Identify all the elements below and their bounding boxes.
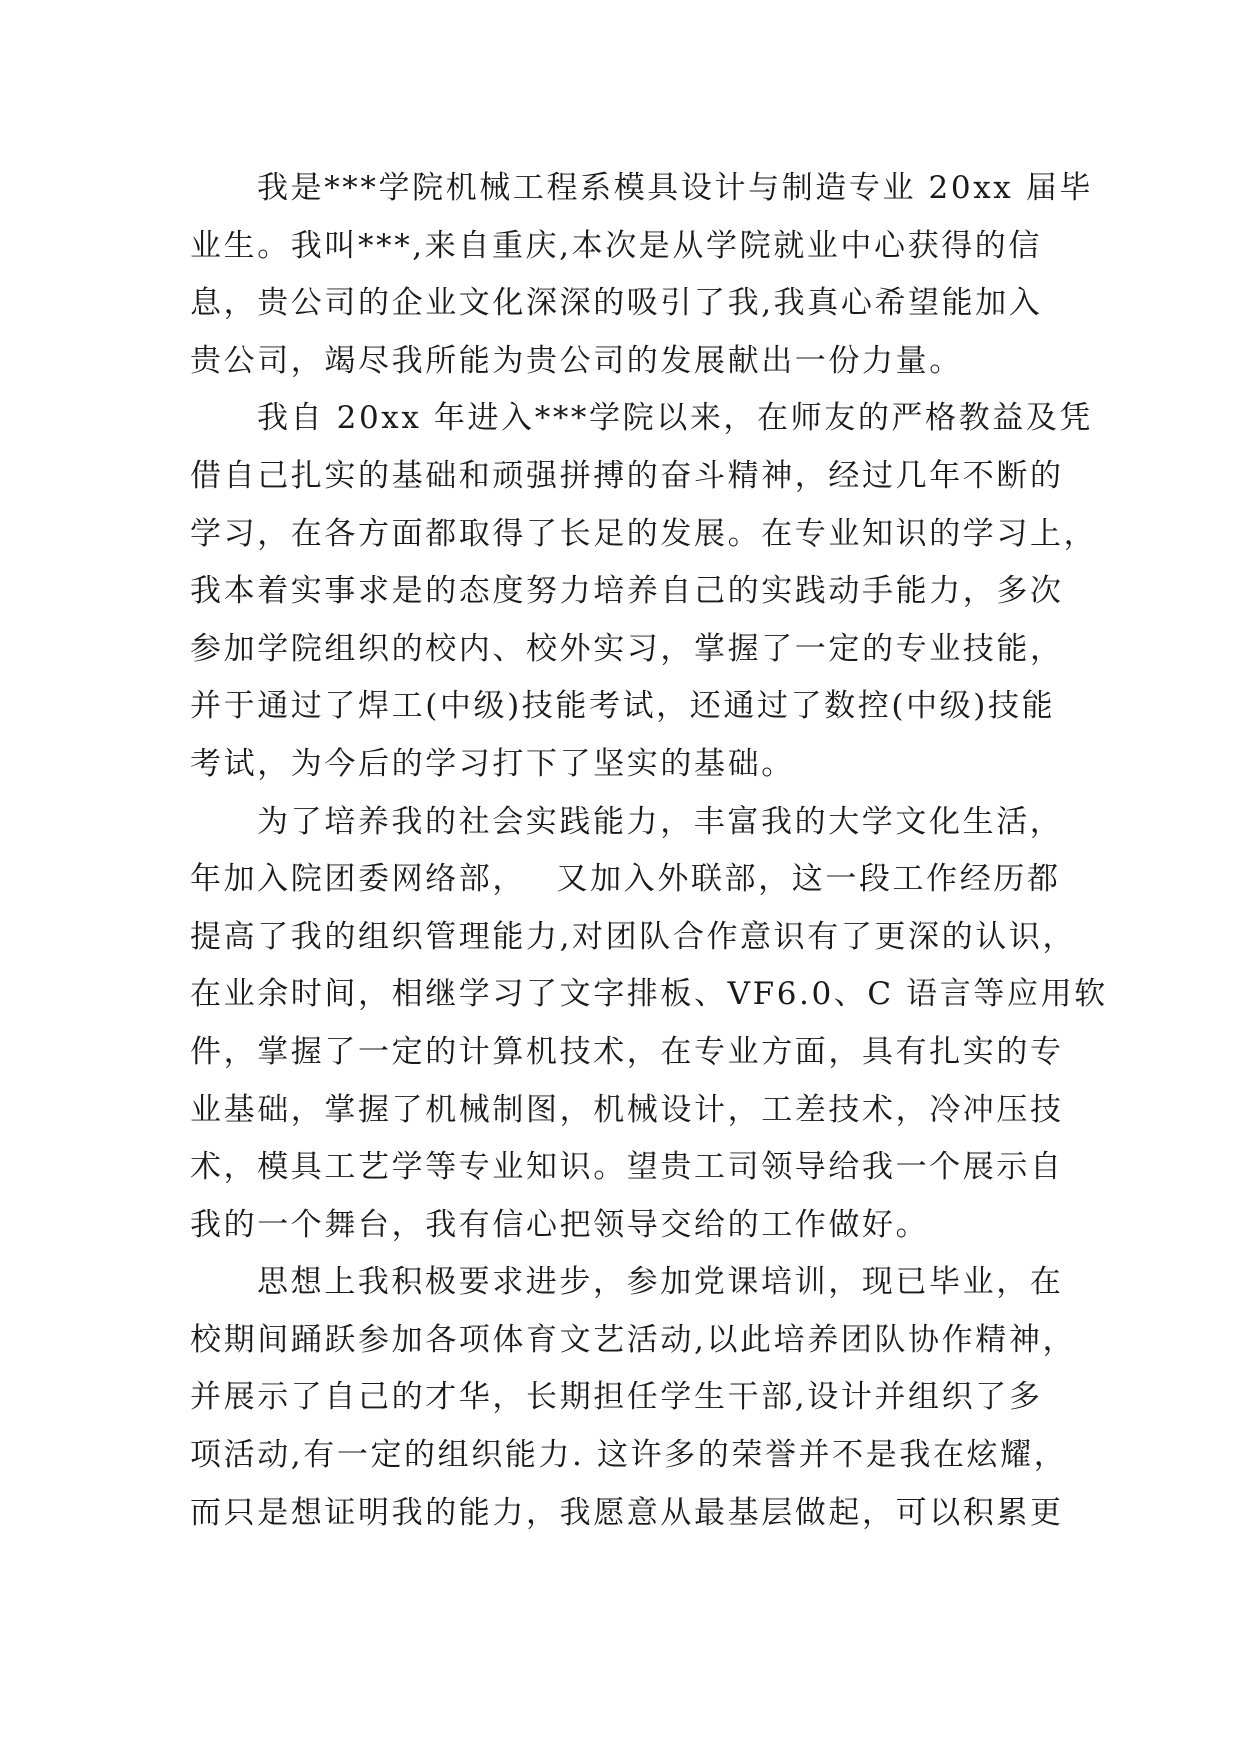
- text-line: 术，模具工艺学等专业知识。望贵工司领导给我一个展示自: [190, 1149, 1064, 1186]
- text-line: 我是***学院机械工程系模具设计与制造专业 20xx 届毕: [257, 170, 1094, 206]
- paragraph: [190, 794, 1108, 1255]
- text-line: 我自 20xx 年进入***学院以来，在师友的严格教益及凭: [257, 400, 1094, 437]
- text-line: 我的一个舞台，我有信心把领导交给的工作做好。: [190, 1206, 930, 1243]
- text-line: 我本着实事求是的态度努力培养自己的实践动手能力，多次: [190, 573, 1064, 610]
- text-line: 息，贵公司的企业文化深深的吸引了我,我真心希望能加入: [190, 285, 1043, 322]
- text-line: 贵公司，竭尽我所能为贵公司的发展献出一份力量。: [190, 342, 963, 379]
- text-line: 年加入院团委网络部， 又加入外联部，这一段工作经历都: [190, 861, 1061, 898]
- text-line: 业生。我叫***,来自重庆,本次是从学院就业中心获得的信: [190, 227, 1043, 264]
- text-line: 为了培养我的社会实践能力，丰富我的大学文化生活，: [257, 803, 1064, 840]
- text-line: 业基础，掌握了机械制图，机械设计，工差技术，冷冲压技: [190, 1091, 1064, 1128]
- text-line: 提高了我的组织管理能力,对团队合作意识有了更深的认识，: [190, 918, 1077, 955]
- text-line: 学习，在各方面都取得了长足的发展。在专业知识的学习上，: [190, 515, 1098, 552]
- text-line: 并于通过了焊工(中级)技能考试，还通过了数控(中级)技能: [190, 688, 1056, 725]
- letter-body: [190, 160, 1108, 1542]
- text-line: 校期间踊跃参加各项体育文艺活动,以此培养团队协作精神，: [190, 1321, 1077, 1358]
- text-line: 项活动,有一定的组织能力. 这许多的荣誉并不是我在炫耀，: [190, 1437, 1068, 1474]
- text-line: 并展示了自己的才华，长期担任学生干部,设计并组织了多: [190, 1379, 1043, 1416]
- text-line: 件，掌握了一定的计算机技术，在专业方面，具有扎实的专: [190, 1033, 1064, 1070]
- text-line: 借自己扎实的基础和顽强拼搏的奋斗精神，经过几年不断的: [190, 457, 1064, 494]
- text-line: 在业余时间，相继学习了文字排板、VF6.0、C 语言等应用软: [190, 976, 1108, 1013]
- text-line: 思想上我积极要求进步，参加党课培训，现已毕业，在: [257, 1264, 1064, 1301]
- text-line: 参加学院组织的校内、校外实习，掌握了一定的专业技能，: [190, 630, 1064, 667]
- text-line: 而只是想证明我的能力，我愿意从最基层做起，可以积累更: [190, 1494, 1064, 1531]
- paragraph: [190, 1254, 1077, 1542]
- paragraph: [190, 390, 1098, 793]
- paragraph: [190, 160, 1094, 390]
- text-line: 考试，为今后的学习打下了坚实的基础。: [190, 745, 795, 782]
